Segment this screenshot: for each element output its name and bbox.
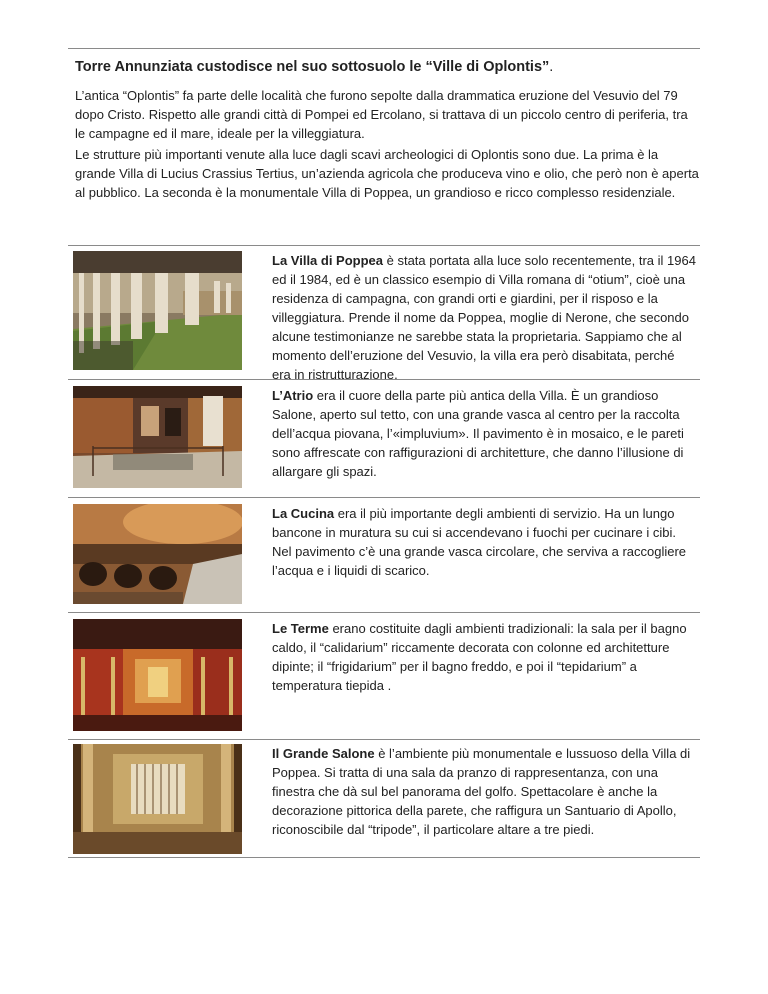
bottom-divider — [68, 857, 700, 858]
intro-paragraph: Le strutture più importanti venute alla luce dagli scavi archeologici di Oplontis sono due. La prima è la grande Villa di Lucius Crassius Tertius, un’azienda agricola che produceva vino e olio, che però non è aperta al pubblico. La seconda è la monumentale Villa di Poppea, un grandioso e ricco complesso residenziale. — [75, 147, 699, 200]
section-divider — [68, 497, 700, 498]
section-divider — [68, 245, 700, 246]
section-villa-poppea: La Villa di Poppea è stata portata alla luce solo recentemente, tra il 1964 ed il 1984, ed è un classico esempio di Villa romana di “otium”, cioè una residenza di campagna, con grandi orti e giardini, per il risposo e la villeggiatura. Prende il nome da Poppea, moglie di Nerone, che secondo alcune testimonianze ne sarebbe stata la proprietaria. Sappiamo che al momento dell’eruzione del Vesuvio, la villa era però disabitata, perché era in ristrutturazione. — [272, 253, 696, 382]
section-divider — [68, 739, 700, 740]
section-heading: Il Grande Salone — [272, 746, 375, 761]
page-title: Torre Annunziata custodisce nel suo sottosuolo le “Ville di Oplontis”. — [75, 59, 554, 75]
intro-paragraph: L’antica “Oplontis” fa parte delle località che furono sepolte dalla drammatica eruzione del Vesuvio del 79 dopo Cristo. Rispetto alle grandi città di Pompei ed Ercolano, si trattava di un piccolo centro di periferia, tra le campagne ed il mare, ideale per la villeggiatura. — [75, 88, 688, 141]
section-heading: L’Atrio — [272, 388, 314, 403]
terme-photo — [73, 619, 242, 731]
section-terme: Le Terme erano costituite dagli ambienti tradizionali: la sala per il bagno caldo, il “calidarium” riccamente decorata con colonne ed architetture dipinte; il “frigidarium” per il bagno freddo, e poi il “tepidarium” a temperatura tiepida . — [272, 621, 687, 693]
atrio-photo — [73, 386, 242, 488]
section-heading: Le Terme — [272, 621, 329, 636]
grande-salone-photo — [73, 744, 242, 854]
section-cucina: La Cucina era il più importante degli ambienti di servizio. Ha un lungo bancone in muratura su cui si accendevano i fuochi per cucinare i cibi. Nel pavimento c’è una grande vasca circolare, che serviva a raccogliere l’acqua e i liquidi di scarico. — [272, 506, 687, 578]
section-grande-salone: Il Grande Salone è l’ambiente più monumentale e lussuoso della Villa di Poppea. Si tratta di una sala da pranzo di rappresentanza, con una finestra che dà sul bel panorama del golfo. Spettacolare è anche la decorazione pittorica della parete, che raffigura un Santuario di Apollo, riconoscibile dal “tripode”, il particolare altare a tre piedi. — [272, 746, 691, 837]
section-atrio: L’Atrio era il cuore della parte più antica della Villa. È un grandioso Salone, aperto sul tetto, con una grande vasca al centro per la raccolta dell’acqua piovana, l’«impluvium». Il pavimento è in mosaico, e le pareti sono affrescate con raffigurazioni di architetture, che danno l’illusione di allargare gli spazi. — [272, 388, 684, 479]
top-divider — [68, 48, 700, 49]
villa-poppea-photo — [73, 251, 242, 370]
section-heading: La Cucina — [272, 506, 335, 521]
cucina-photo — [73, 504, 242, 604]
section-divider — [68, 612, 700, 613]
section-heading: La Villa di Poppea — [272, 253, 384, 268]
